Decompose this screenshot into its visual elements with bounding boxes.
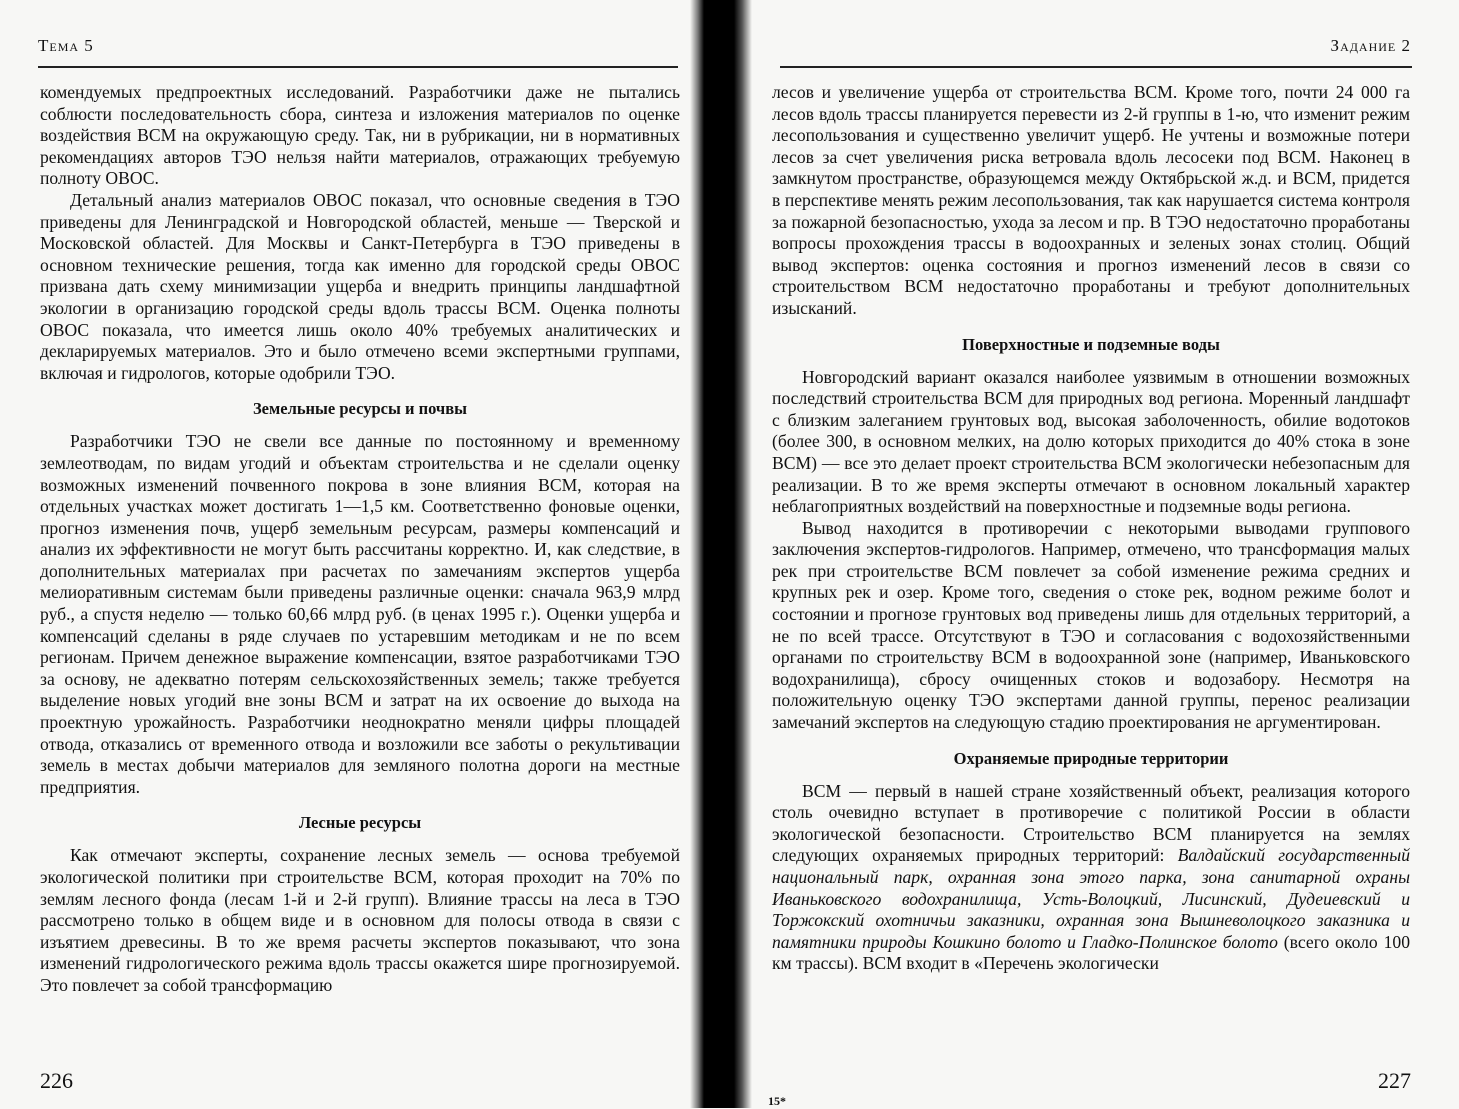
right-paragraph-2: Новгородский вариант оказался наиболее уязвимым в отношении возможных последствий строительства ВСМ для природных вод региона. Моренный ландшафт с близким залеганием грунтовых вод, высокая заболоченность, обилие водотоков (более 300, в основном мелких, на долю которых приходится до 40% стока в зоне ВСМ) — все это делает проект строительства ВСМ экологически небезопасным для реализации. В то же время эксперты отмечают в основном локальный характер неблагоприятных воздействий на поверхностные и подземные воды региона. — [772, 366, 1410, 517]
section-heading-forest: Лесные ресурсы — [298, 813, 422, 833]
signature-mark: 15* — [768, 1094, 786, 1108]
right-paragraph-4-start: ВСМ — первый в нашей стране хозяйственный объект, реализация которого столь очевидно вступает в противоречие с политикой России в области экологической безопасности. Строительство ВСМ планируется на землях следующих охраняемых природных территорий: — [772, 780, 1410, 866]
left-page-body — [40, 82, 680, 997]
book-spine-shadow — [690, 0, 752, 1108]
section-heading-protected: Охраняемые природные территории — [953, 748, 1229, 768]
left-paragraph-3: Разработчики ТЭО не свели все данные по постоянному и временному землеотводам, по видам угодий и объектам строительства и не сделали оценку возможных изменений почвенного покрова в зоне влияния ВСМ, которая на отдельных участках может достигать 1—1,5 км. Соответственно фоновые оценки, прогноз изменения почв, ущерб земельным ресурсам, размеры компенсаций и анализ их эффективности не могут быть рассчитаны корректно. И, как следствие, в дополнительных материалах при расчетах по замечаниям экспертов ущерба мелиоративным системам были приведены различные оценки: сначала 963,9 млрд руб., а спустя неделю — только 60,66 млрд руб. (в ценах 1995 г.). Оценки ущерба и компенсаций сделаны в ряде случаев по устаревшим методикам и не по всем регионам. Причем денежное выражение компенсации, взятое разработчиками ТЭО за основу, не адекватно потерям сельскохозяйственных земель; также требуется выделение новых угодий вне зоны ВСМ и затрат на их освоение до выхода на проектную урожайность. Разработчики неоднократно меняли цифры площадей отвода, отказались от временного отвода и возложили все заботы о рекультивации земель в местах добычи материалов для земляного полотна дороги на местные предприятия. — [40, 431, 680, 797]
right-page — [748, 0, 1459, 1108]
right-paragraph-4 — [772, 781, 1410, 975]
right-page-body — [772, 82, 1410, 975]
page-number-left: 226 — [40, 1068, 73, 1093]
running-head-right: Задание 2 — [1330, 36, 1411, 55]
header-rule-right — [780, 66, 1412, 68]
left-page — [0, 0, 705, 1108]
running-head-left: Тема 5 — [38, 36, 94, 55]
right-paragraph-1: лесов и увеличение ущерба от строительства ВСМ. Кроме того, почти 24 000 га лесов вдоль трассы планируется перевести из 2-й группы в 1-ю, что изменит режим лесопользования и существенно увеличит ущерб. Не учтены и возможные потери лесов за счет увеличения риска ветровала вдоль лесосеки под ВСМ. Наконец в замкнутом пространстве, образующемся между Октябрьской ж.д. и ВСМ, придется в перспективе менять режим лесопользования, так как нарушается система контроля за пожарной безопасностью, ухода за лесом и пр. В ТЭО недостаточно проработаны вопросы прохождения трассы в водоохранных и зеленых зонах столиц. Общий вывод экспертов: оценка состояния и прогноз изменений лесов в связи со строительством ВСМ недостаточно проработаны и требуют дополнительных изысканий. — [772, 82, 1410, 318]
left-paragraph-1: комендуемых предпроектных исследований. Разработчики даже не пытались соблюсти последовательность сбора, синтеза и изложения материалов по оценке воздействия ВСМ на окружающую среду. Так, ни в рубрикации, ни в нормативных рекомендациях авторов ТЭО нельзя найти материалов, отражающих требуемую полноту ОВОС. — [40, 82, 680, 189]
protected-areas-list: Валдайский государственный национальный парк, охранная зона этого парка, зона санитарной охраны Иваньковского водохранилища, Усть-Волоцкий, Лисинский, Дудеиевский и Торжокский охотничьи заказники, охранная зона Вышневолоцкого заказника и памятники природы Кошкино болото и Гладко-Полинское болото — [772, 845, 1410, 952]
left-paragraph-4: Как отмечают эксперты, сохранение лесных земель — основа требуемой экологической политики при строительстве ВСМ, которая проходит на 70% по землям лесного фонда (лесам 1-й и 2-й групп). Влияние трассы на леса в ТЭО рассмотрено только в общем виде и в основном для полосы отвода в связи с изъятием древесины. В то же время расчеты экспертов показывают, что зона изменений гидрологического режима вдоль трассы окажется шире прогнозируемой. Это повлечет за собой трансформацию — [40, 845, 680, 995]
section-heading-land: Земельные ресурсы и почвы — [252, 399, 468, 419]
left-paragraph-2: Детальный анализ материалов ОВОС показал, что основные сведения в ТЭО приведены для Ленинградской и Новгородской областей, меньше — Тверской и Московской областей. Для Москвы и Санкт-Петербурга в ТЭО приведены в основном технические решения, тогда как именно для городской среды ОВОС призвана дать схему минимизации ущерба и внедрить принципы ландшафтной экологии в организацию городской среды вдоль трассы ВСМ. Оценка полноты ОВОС показала, что имеется лишь около 40% требуемых аналитических и декларируемых материалов. Это и было отмечено всеми экспертными группами, включая и гидрологов, которые одобрили ТЭО. — [40, 189, 680, 383]
section-heading-water: Поверхностные и подземные воды — [962, 334, 1220, 354]
right-paragraph-4-end: (всего около 100 км трассы). ВСМ входит в «Перечень экологически — [772, 931, 1410, 974]
header-rule-left — [38, 66, 678, 68]
right-paragraph-3: Вывод находится в противоречии с некоторыми выводами группового заключения экспертов-гидрологов. Например, отмечено, что трансформация малых рек при строительстве ВСМ повлечет за собой изменение режима средних и крупных рек и озер. Кроме того, сведения о стоке рек, водном режиме болот и состоянии и прогнозе грунтовых вод приведены лишь для отдельных территорий, а не по всей трассе. Отсутствуют в ТЭО и согласования с водохозяйственными органами по строительству ВСМ в водоохранной зоне (например, Иваньковского водохранилища), сбросу очищенных стоков и водозабору. Несмотря на положительную оценку ТЭО экспертами данной группы, перенос реализации замечаний экспертов на следующую стадию проектирования не аргументирован. — [772, 517, 1410, 733]
page-number-right: 227 — [1378, 1068, 1411, 1093]
